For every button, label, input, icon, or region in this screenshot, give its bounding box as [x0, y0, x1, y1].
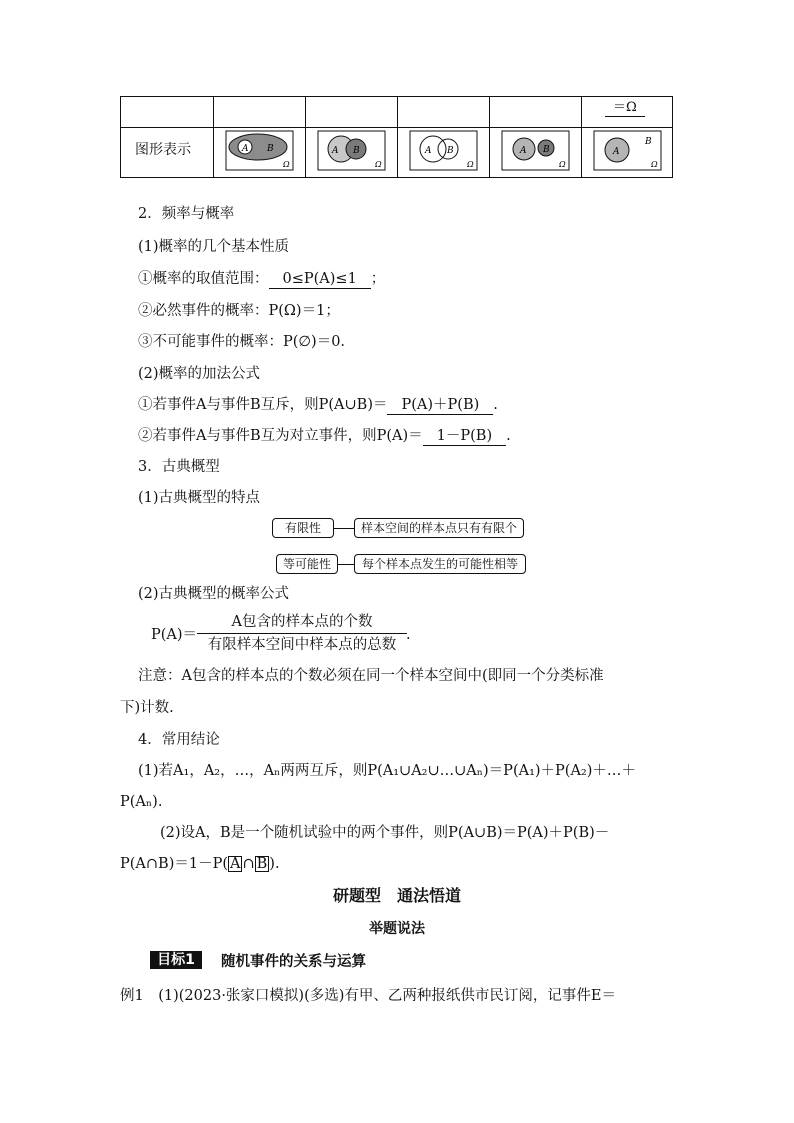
s4-c2-line1: (2)设A，B是一个随机试验中的两个事件，则P(A∪B)＝P(A)＋P(B)－: [160, 825, 610, 841]
s2-p2: ②必然事件的概率：P(Ω)＝1；: [138, 303, 340, 319]
svg-text:B: B: [353, 146, 360, 156]
svg-text:Ω: Ω: [283, 160, 290, 169]
venn-intersection-diagram: [317, 130, 387, 172]
s3-sub2: (2)古典概型的概率公式: [138, 586, 290, 602]
flow-connector: [334, 528, 354, 529]
example-line: 例1 (1)(2023·张家口模拟)(多选)有甲、乙两种报纸供市民订阅，记事件E＝: [120, 988, 616, 1004]
s2-q1: ①若事件A与事件B互斥，则P(A∪B)＝ P(A)＋P(B) .: [138, 397, 498, 413]
flow-box-finite-desc: 样本空间的样本点只有有限个: [354, 518, 524, 538]
s2-q2: ②若事件A与事件B互为对立事件，则P(A)＝ 1－P(B) .: [138, 428, 511, 444]
venn-complement-diagram: [593, 130, 663, 172]
formula-lhs: P(A)＝: [151, 627, 198, 643]
complement-b: B: [256, 856, 268, 872]
complement-a: A: [230, 856, 241, 872]
note-line2: 下)计数.: [120, 700, 174, 716]
s2-p3: ③不可能事件的概率：P(∅)＝0.: [138, 334, 346, 350]
section-title: 研题型 通法悟道: [332, 886, 461, 905]
target-title: 随机事件的关系与运算: [221, 953, 366, 970]
blank-answer: 0≤P(A)≤1: [269, 271, 371, 289]
s3-title: 3．古典概型: [138, 459, 220, 475]
svg-text:A: A: [613, 147, 620, 157]
svg-text:B: B: [267, 144, 274, 154]
flow-box-equal: 等可能性: [276, 554, 338, 574]
s2-p1: ①概率的取值范围： 0≤P(A)≤1 ；: [138, 271, 386, 287]
target-badge: 目标1: [150, 951, 202, 969]
note-line1: 注意：A包含的样本点的个数必须在同一个样本空间中(即同一个分类标准: [138, 668, 604, 684]
svg-text:A: A: [520, 146, 527, 156]
s2-sub1: (1)概率的几个基本性质: [138, 239, 290, 255]
svg-text:A: A: [425, 146, 432, 156]
table-header-last: ＝Ω: [605, 99, 645, 117]
blank-answer: 1－P(B): [423, 428, 506, 446]
s2-sub2: (2)概率的加法公式: [138, 366, 261, 382]
fraction-numerator: A包含的样本点的个数: [231, 614, 373, 630]
s4-c1-line1: (1)若A₁，A₂，…，Aₙ两两互斥，则P(A₁∪A₂∪…∪Aₙ)＝P(A₁)＋P(A₂)＋…＋: [138, 763, 636, 779]
venn-subset-diagram: [225, 130, 295, 172]
svg-text:B: B: [447, 146, 454, 156]
svg-text:B: B: [543, 145, 550, 155]
svg-text:Ω: Ω: [559, 160, 566, 169]
table-row-label: 图形表示: [135, 142, 191, 158]
fraction-denominator: 有限样本空间中样本点的总数: [207, 637, 397, 653]
svg-text:A: A: [332, 146, 339, 156]
s2-title: 2．频率与概率: [138, 206, 235, 222]
section-subtitle: 举题说法: [369, 921, 425, 937]
s4-title: 4．常用结论: [138, 732, 220, 748]
svg-text:B: B: [645, 137, 652, 147]
venn-disjoint-diagram: [501, 130, 571, 172]
probability-fraction: [197, 612, 407, 655]
svg-text:Ω: Ω: [651, 160, 658, 169]
flow-connector: [338, 564, 354, 565]
svg-text:Ω: Ω: [467, 160, 474, 169]
venn-overlap-diagram: [409, 130, 479, 172]
blank-answer: P(A)＋P(B): [387, 397, 493, 415]
s3-sub1: (1)古典概型的特点: [138, 490, 261, 506]
svg-text:Ω: Ω: [375, 160, 382, 169]
s4-c1-line2: P(Aₙ).: [120, 794, 163, 810]
flow-box-finite: 有限性: [272, 518, 334, 538]
s4-c2-line2: P(A∩B)＝1－P( A ∩ B ).: [120, 856, 280, 872]
svg-text:A: A: [242, 144, 249, 154]
formula-end: .: [406, 627, 411, 643]
flow-box-equal-desc: 每个样本点发生的可能性相等: [354, 554, 526, 574]
event-relations-table: [120, 96, 673, 178]
